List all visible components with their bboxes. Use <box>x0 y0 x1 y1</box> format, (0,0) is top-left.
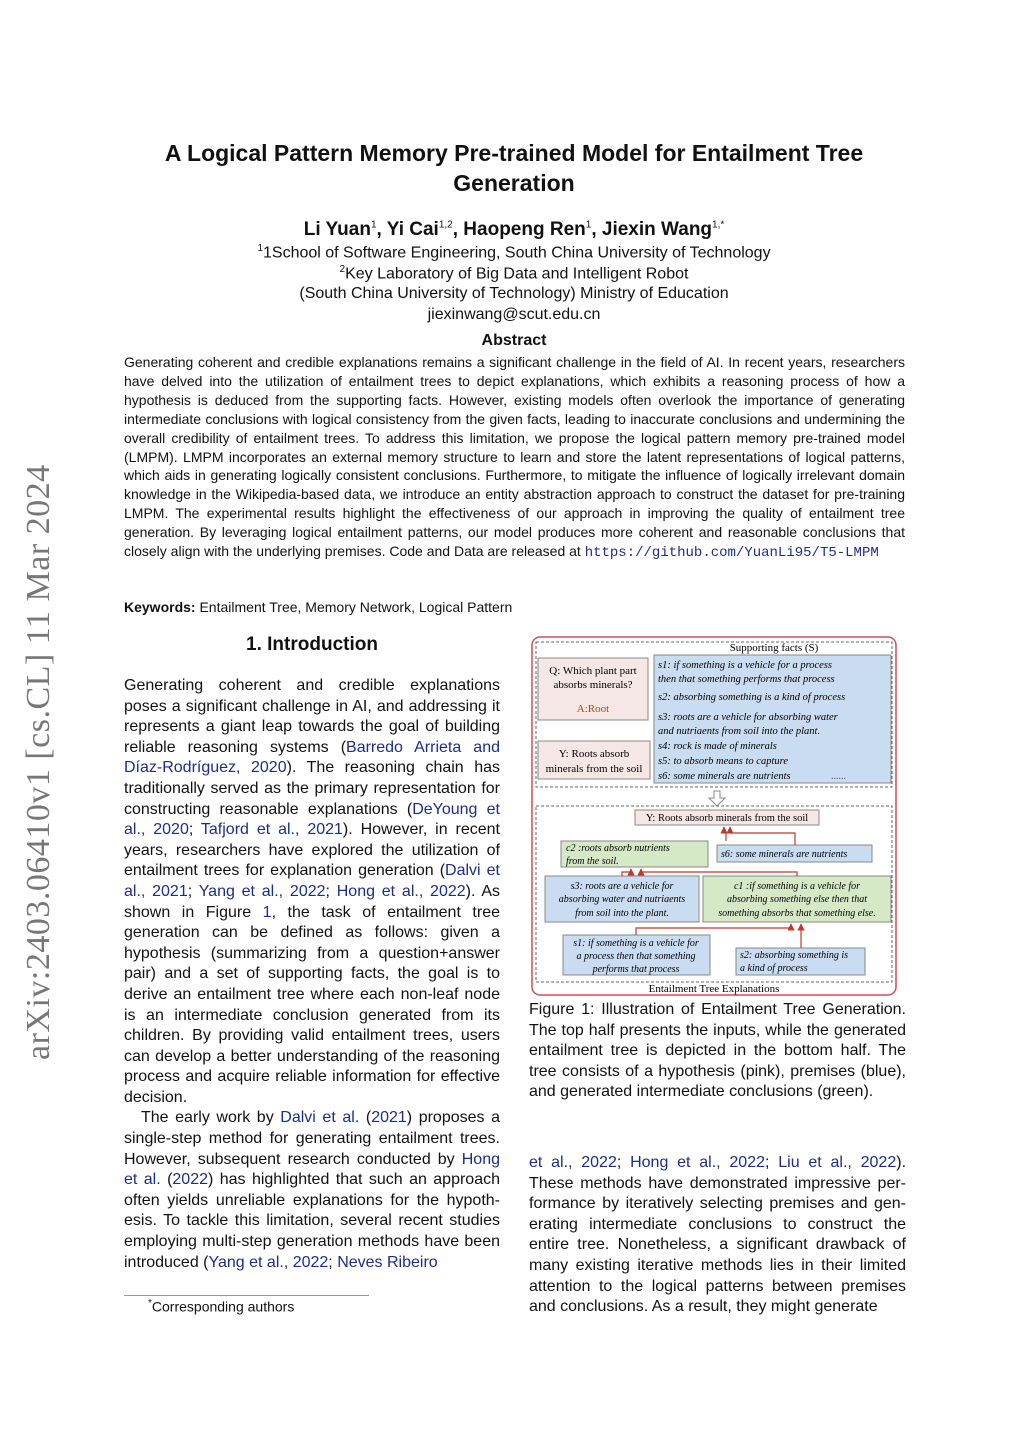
author-name: Haopeng Ren <box>463 219 586 240</box>
tree-root-text: Y: Roots absorb minerals from the soil <box>645 813 809 824</box>
s1-line-1: s1: if something is a vehicle for <box>573 938 699 949</box>
author-name: Yi Cai <box>386 219 439 240</box>
figure-caption: Figure 1: Illustration of Entailment Tree Generation. The top half presents the inputs, while the generated entailment tree is depicted in the bottom half. The tree consists of a hypothesis (pink), premises (blue), and generated intermediate conclusions (green). <box>529 1001 906 1101</box>
s2-line-1: s2: absorbing something is <box>740 950 849 961</box>
tree-panel-title: Entailment Tree Explanations <box>648 983 780 995</box>
figure-ref-link[interactable]: 1 <box>262 903 272 921</box>
edge-c1-c2 <box>641 869 797 876</box>
fact-s6: s6: some minerals are nutrients <box>658 771 791 782</box>
intro-paragraph-1: Generating coherent and credible explanations poses a significant challenge in AI, and addressing it represents a giant leap towards the goal of building reliable reasoning systems (Barredo Arrieta and Díaz-Rodríguez, 2020). The reasoning chain has traditionally served as the primary representation for constructing reasonable explanations (DeYoung et al., 2020; Tafjord et al., 2021). However, in recent years, researchers have explored the utilization of entailment trees for explanation generation (Dalvi et al., 2021; Yang et al., 2022; Hong et al., 2022). As shown in Figure 1, the task of entailment tree generation can be defined as follows: given a hypothesis (summarizing from a question+answer pair) and a set of supporting facts, the goal is to derive an entailment tree where each non-leaf node is an intermediate conclusion generated from its children. By providing valid entailment trees, users can develop a better understanding of the reasoning process and acquire reliable information for effective decision. <box>124 677 501 1106</box>
footnote-rule <box>124 1295 369 1296</box>
abstract-text: Generating coherent and credible explanations remains a significant challenge in the field of AI. In recent years, researchers have delved into the utilization of entailment trees to depict explanations, which exhibits a reasoning process of how a hypothesis is deduced from the supporting facts. However, existing models often overlook the importance of generating intermediate conclusions with logical consistency from the given facts, leading to inaccurate conclusions and undermining the overall credibility of entailment trees. To address this limitation, we propose the logical pattern memory pre-trained model (LMPM). LMPM incorporates an external memory structure to learn and store the latent representations of logical patterns, which aids in generating logically consistent conclusions. Furthermore, to mitigate the influence of logically irrelevant domain knowledge in the Wikipedia-based data, we introduce an entity abstraction approach to construct the dataset for pre-training LMPM. The experimental results highlight the effectiveness of our approach in improving the quality of entailment tree generation. By leveraging logical entailment patterns, our model produces more coherent and reasonable conclusions that closely align with the underlying premises. Code and Data are released at <box>124 354 905 560</box>
text-run: The early work by <box>141 1109 281 1127</box>
citation-link[interactable]: Hong et al., 2022 <box>630 1154 765 1171</box>
citation-link[interactable]: et al., 2022 <box>529 1154 617 1171</box>
affiliation-3: (South China University of Technology) Ministry of Education <box>299 285 729 302</box>
author-sup: 1 <box>370 219 377 231</box>
c1-line-3: something absorbs that something else. <box>718 908 876 919</box>
s3-line-2: absorbing water and nutriaents <box>558 894 686 905</box>
aff-sup: 1 <box>257 243 263 254</box>
answer-text: A:Root <box>576 703 610 715</box>
affiliation-1 <box>100 243 928 262</box>
author-email: jiexinwang@scut.edu.cn <box>427 306 601 323</box>
right-column <box>529 1153 906 1318</box>
edge-s1-c1 <box>636 924 791 935</box>
aff-sup: 2 <box>339 264 346 275</box>
c2-line-1: c2 :roots absorb nutrients <box>566 843 670 854</box>
citation-link[interactable]: Yang et al., 2022 <box>208 1253 329 1271</box>
text-run: ) proposes a single-step method for generating entailment trees. However, subsequent research conducted by <box>124 1109 500 1168</box>
intro-paragraph-2: The early work by Dalvi et al. (2021) proposes a single-step method for generating entailment trees. However, subsequent research conducted by Hong et al. (2022) has highlighted that such an approach often yields unreliable explanations for the hypothesis. To tackle this limitation, several recent studies employing multi-step generation methods have been introduced (Yang et al., 2022; Neves Ribeiro <box>124 1109 500 1271</box>
hypothesis-line-2: minerals from the soil <box>545 763 643 775</box>
citation-link[interactable]: 2022 <box>172 1171 208 1189</box>
question-line-2: absorbs minerals? <box>553 679 633 691</box>
s6-text: s6: some minerals are nutrients <box>721 849 848 860</box>
citation-link[interactable]: Barredo Arrieta and Díaz-Rodríguez, 2020 <box>124 738 500 777</box>
abstract-heading: Abstract <box>481 332 547 349</box>
section-heading: 1. Introduction <box>246 634 378 655</box>
left-column <box>124 676 500 1273</box>
down-arrow-icon <box>709 791 725 806</box>
facts-ellipsis: ...... <box>831 771 846 782</box>
citation-link[interactable]: Tafjord et al., 2021 <box>200 821 343 839</box>
text-run: ). However, in recent years, researchers have explored the utilization of entailment trees for explanation generation ( <box>124 821 500 880</box>
text-run: ) has highlighted that such an approach often yields unreliable explanations for the hypothesis. To tackle this limitation, several recent studies employing multi-step generation methods have been introduced ( <box>124 1171 500 1271</box>
text-run: ). The reasoning chain has traditionally served as the primary representation for constructing reasonable explanations ( <box>124 759 500 818</box>
c1-line-2: absorbing something else then that <box>727 894 867 905</box>
citation-link[interactable]: Neves Ribeiro <box>337 1253 438 1271</box>
s3-line-1: s3: roots are a vehicle for <box>570 881 674 892</box>
text-run: Generating coherent and credible explanations poses a significant challenge in AI, and addressing it represents a giant leap towards the goal of building reliable reasoning systems ( <box>124 677 500 756</box>
arxiv-identifier: arXiv:2403.06410v1 [cs.CL] 11 Mar 2024 <box>20 464 57 1060</box>
author-sup: 1 <box>585 219 592 231</box>
fact-s2: s2: absorbing something is a kind of process <box>658 692 846 703</box>
fact-s5: s5: to absorb means to capture <box>658 756 788 767</box>
hypothesis-line-1: Y: Roots absorb <box>558 748 630 760</box>
citation-link[interactable]: Dalvi et al. <box>280 1109 360 1127</box>
fact-s1-line-2: then that something performs that process <box>658 674 835 685</box>
keywords-label: Keywords: <box>124 599 196 615</box>
edge-s3-c2 <box>622 869 631 876</box>
author-name: Li Yuan <box>303 219 371 240</box>
affiliation-2 <box>100 264 928 283</box>
keywords <box>124 599 512 615</box>
title-line-1: A Logical Pattern Memory Pre-trained Model for Entailment Tree <box>164 140 864 166</box>
fact-s3-line-1: s3: roots are a vehicle for absorbing water <box>658 712 838 723</box>
footnote-text: Corresponding authors <box>151 1298 295 1315</box>
aff-text: Key Laboratory of Big Data and Intelligent Robot <box>345 265 689 283</box>
figure-1 <box>531 636 897 996</box>
author-list: Li Yuan$^1$, Yi Cai$^{1,2}$, Haopeng Ren$^1$, Jiexin Wang$^{1,*}$ <box>303 219 725 240</box>
footnote <box>148 1298 294 1315</box>
s2-line-2: a kind of process <box>740 963 808 974</box>
citation-link[interactable]: Dalvi et al., 2021 <box>124 862 500 900</box>
s3-line-3: from soil into the plant. <box>575 908 669 919</box>
aff-text: 1School of Software Engineering, South China University of Technology <box>263 244 771 262</box>
paper-title <box>100 138 928 198</box>
fact-s1-line-1: s1: if something is a vehicle for a process <box>658 660 833 671</box>
s1-line-3: performs that process <box>592 964 680 975</box>
text-run: ). As shown in Figure <box>124 882 501 921</box>
text-run: , the task of entailment tree generation can be defined as follows: given a hypothesis (summarizing from a question+answer pair) and a set of supporting facts, the goal is to derive an entailment tree where each non-leaf node is an intermediate conclusion generated from its children. By providing valid entailment trees, users can develop a better understanding of the reasoning process and acquire reliable information for effective decision. <box>124 903 500 1106</box>
author-name: Jiexin Wang <box>601 219 713 240</box>
citation-link[interactable]: Hong et al. <box>124 1150 500 1189</box>
keywords-text: Entailment Tree, Memory Network, Logical Pattern <box>199 599 513 615</box>
s1-line-2: a process then that something <box>576 951 696 962</box>
citation-link[interactable]: Yang et al., 2022 <box>198 882 326 900</box>
author-sup: 1,2 <box>438 219 453 231</box>
supporting-facts-title: Supporting facts (S) <box>729 642 819 654</box>
citation-link[interactable]: DeYoung et al., 2020 <box>124 800 500 839</box>
fact-s4: s4: rock is made of minerals <box>658 741 777 752</box>
text-run: ). These methods have demonstrated impressive performance by iteratively selecting premises and generating intermediate conclusions to construct the entire tree. Nonetheless, a significant drawback of many existing iterative methods lies in their limited attention to the logical patterns between premises and conclusions. As a result, they might generate <box>529 1154 907 1316</box>
footnote-sup: * <box>148 1298 152 1309</box>
author-sup: 1,* <box>712 219 725 231</box>
citation-link[interactable]: 2021 <box>371 1109 407 1127</box>
citation-link[interactable]: Liu et al., 2022 <box>778 1154 897 1171</box>
c1-line-1: c1 :if something is a vehicle for <box>733 881 861 892</box>
fact-s3-line-2: and nutriaents from soil into the plant. <box>658 726 821 737</box>
code-link[interactable]: https://github.com/YuanLi95/T5-LMPM <box>584 545 879 562</box>
edge-s6-root <box>730 827 795 845</box>
edge-c2-root <box>724 827 726 841</box>
c2-line-2: from the soil. <box>566 856 619 867</box>
right-paragraph: et al., 2022; Hong et al., 2022; Liu et al., 2022). These methods have demonstrated impressive performance by iteratively selecting premises and generating intermediate conclusions to construct the entire tree. Nonetheless, a significant drawback of many existing iterative methods lies in their limited attention to the logical patterns between premises and conclusions. As a result, they might generate <box>529 1154 907 1316</box>
title-line-2: Generation <box>453 170 575 196</box>
abstract-body <box>124 353 905 563</box>
citation-link[interactable]: Hong et al., 2022 <box>336 882 466 900</box>
question-line-1: Q: Which plant part <box>549 665 637 677</box>
